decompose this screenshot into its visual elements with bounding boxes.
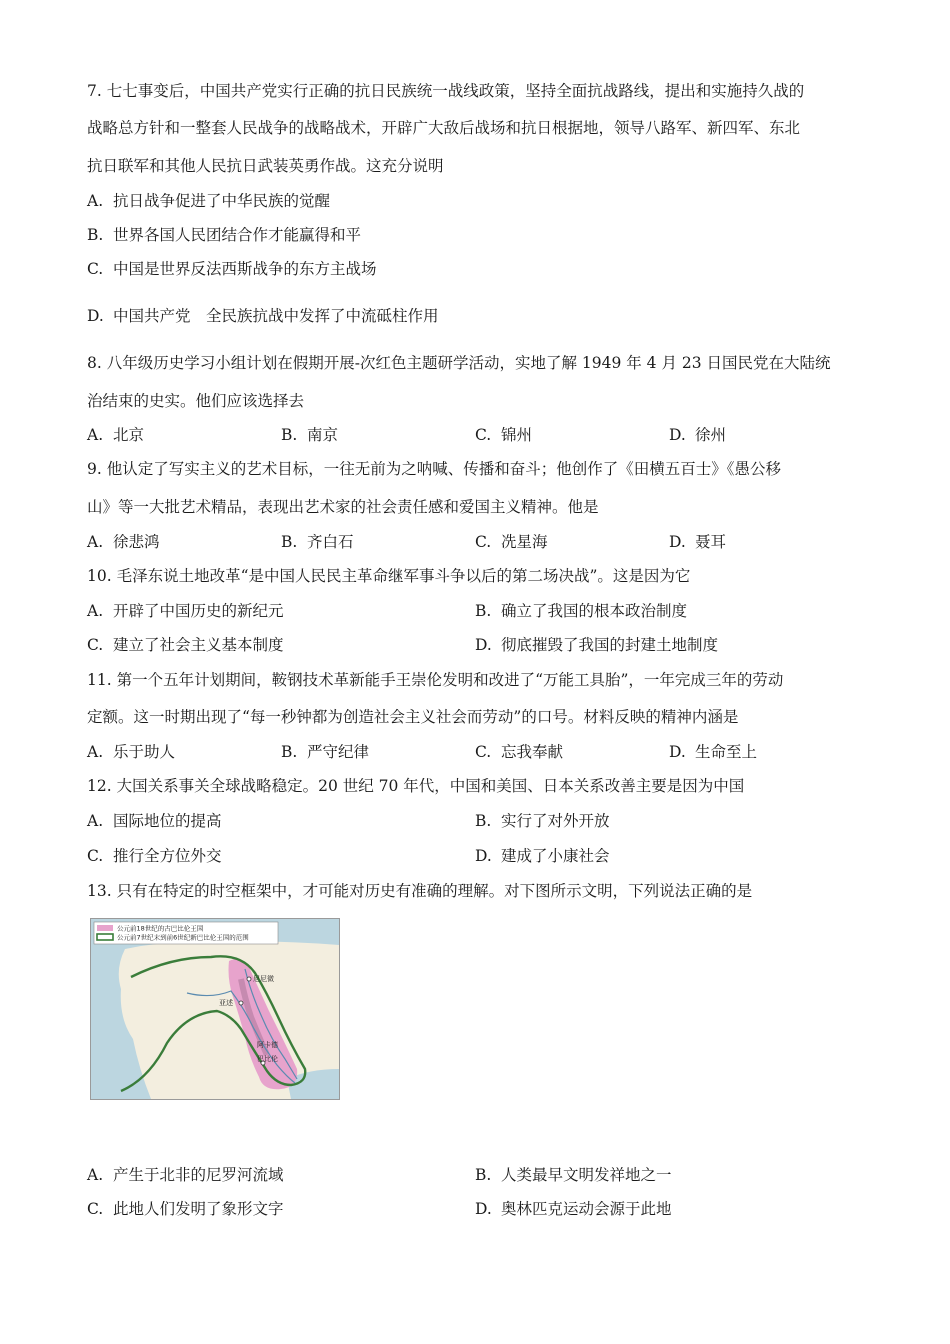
legend-old-babylon: 公元前18世纪的古巴比伦王国 — [117, 924, 204, 933]
q7-option-b: B. 世界各国人民团结合作才能赢得和平 — [87, 226, 362, 244]
place-akkad: 阿卡德 — [257, 1041, 278, 1049]
legend-neo-babylon: 公元前7世纪末到前6世纪新巴比伦王国的范围 — [117, 933, 249, 942]
q9-option-d: D. 聂耳 — [669, 533, 727, 551]
question-9-line-2: 山》等一大批艺术精品，表现出艺术家的社会责任感和爱国主义精神。他是 — [87, 498, 599, 516]
q8-option-d: D. 徐州 — [669, 426, 727, 444]
question-7-line-1: 7. 七七事变后，中国共产党实行正确的抗日民族统一战线政策，坚持全面抗战路线，提出和实施持久战的 — [87, 82, 805, 100]
q12-option-b: B. 实行了对外开放 — [475, 812, 610, 830]
question-10-line-1: 10. 毛泽东说土地改革“是中国人民民主革命继军事斗争以后的第二场决战”。这是因为它 — [87, 567, 691, 585]
question-11-line-1: 11. 第一个五年计划期间，鞍钢技术革新能手王崇伦发明和改进了“万能工具胎”，一年完成三年的劳动 — [87, 671, 784, 689]
question-8-line-2: 治结束的史实。他们应该选择去 — [87, 392, 305, 410]
assyria-marker — [239, 1001, 243, 1005]
place-babylon: 巴比伦 — [257, 1055, 278, 1063]
q9-option-a: A. 徐悲鸿 — [87, 533, 160, 551]
q8-option-a: A. 北京 — [87, 426, 145, 444]
q9-option-c: C. 冼星海 — [475, 533, 548, 551]
place-assyria: 亚述 — [219, 999, 233, 1007]
q7-option-c: C. 中国是世界反法西斯战争的东方主战场 — [87, 260, 377, 278]
question-7-line-3: 抗日联军和其他人民抗日武装英勇作战。这充分说明 — [87, 157, 444, 175]
q13-option-a: A. 产生于北非的尼罗河流域 — [87, 1166, 284, 1184]
q12-option-a: A. 国际地位的提高 — [87, 812, 222, 830]
q12-option-c: C. 推行全方位外交 — [87, 847, 222, 865]
q7-option-d: D. 中国共产党 全民族抗战中发挥了中流砥柱作用 — [87, 307, 439, 325]
q11-option-c: C. 忘我奉献 — [475, 743, 564, 761]
q10-option-d: D. 彻底摧毁了我国的封建土地制度 — [475, 636, 719, 654]
nineveh-marker — [247, 977, 251, 981]
q8-option-b: B. 南京 — [281, 426, 339, 444]
legend-swatch-old-babylon — [97, 925, 113, 931]
question-9-line-1: 9. 他认定了写实主义的艺术目标，一往无前为之呐喊、传播和奋斗；他创作了《田横五百士》《愚公移 — [87, 460, 781, 478]
q11-option-d: D. 生命至上 — [669, 743, 758, 761]
q8-option-c: C. 锦州 — [475, 426, 533, 444]
question-7-line-2: 战略总方针和一整套人民战争的战略战术，开辟广大敌后战场和抗日根据地，领导八路军、新四军、东北 — [87, 119, 801, 137]
q13-option-d: D. 奥林匹克运动会源于此地 — [475, 1200, 672, 1218]
question-11-line-2: 定额。这一时期出现了“每一秒钟都为创造社会主义社会而劳动”的口号。材料反映的精神内涵是 — [87, 708, 739, 726]
q7-option-a: A. 抗日战争促进了中华民族的觉醒 — [87, 192, 331, 210]
q9-option-b: B. 齐白石 — [281, 533, 354, 551]
question-12-line-1: 12. 大国关系事关全球战略稳定。20 世纪 70 年代，中国和美国、日本关系改善主要是因为中国 — [87, 777, 745, 795]
q13-option-b: B. 人类最早文明发祥地之一 — [475, 1166, 672, 1184]
mesopotamia-map — [90, 918, 340, 1100]
q12-option-d: D. 建成了小康社会 — [475, 847, 610, 865]
q10-option-a: A. 开辟了中国历史的新纪元 — [87, 602, 284, 620]
question-13-line-1: 13. 只有在特定的时空框架中，才可能对历史有准确的理解。对下图所示文明，下列说法正确的是 — [87, 882, 753, 900]
question-8-line-1: 8. 八年级历史学习小组计划在假期开展-次红色主题研学活动，实地了解 1949 年 4 月 23 日国民党在大陆统 — [87, 354, 831, 372]
q11-option-b: B. 严守纪律 — [281, 743, 370, 761]
q10-option-b: B. 确立了我国的根本政治制度 — [475, 602, 688, 620]
q11-option-a: A. 乐于助人 — [87, 743, 176, 761]
place-nineveh: 尼尼微 — [253, 975, 274, 983]
q13-option-c: C. 此地人们发明了象形文字 — [87, 1200, 284, 1218]
q10-option-c: C. 建立了社会主义基本制度 — [87, 636, 284, 654]
